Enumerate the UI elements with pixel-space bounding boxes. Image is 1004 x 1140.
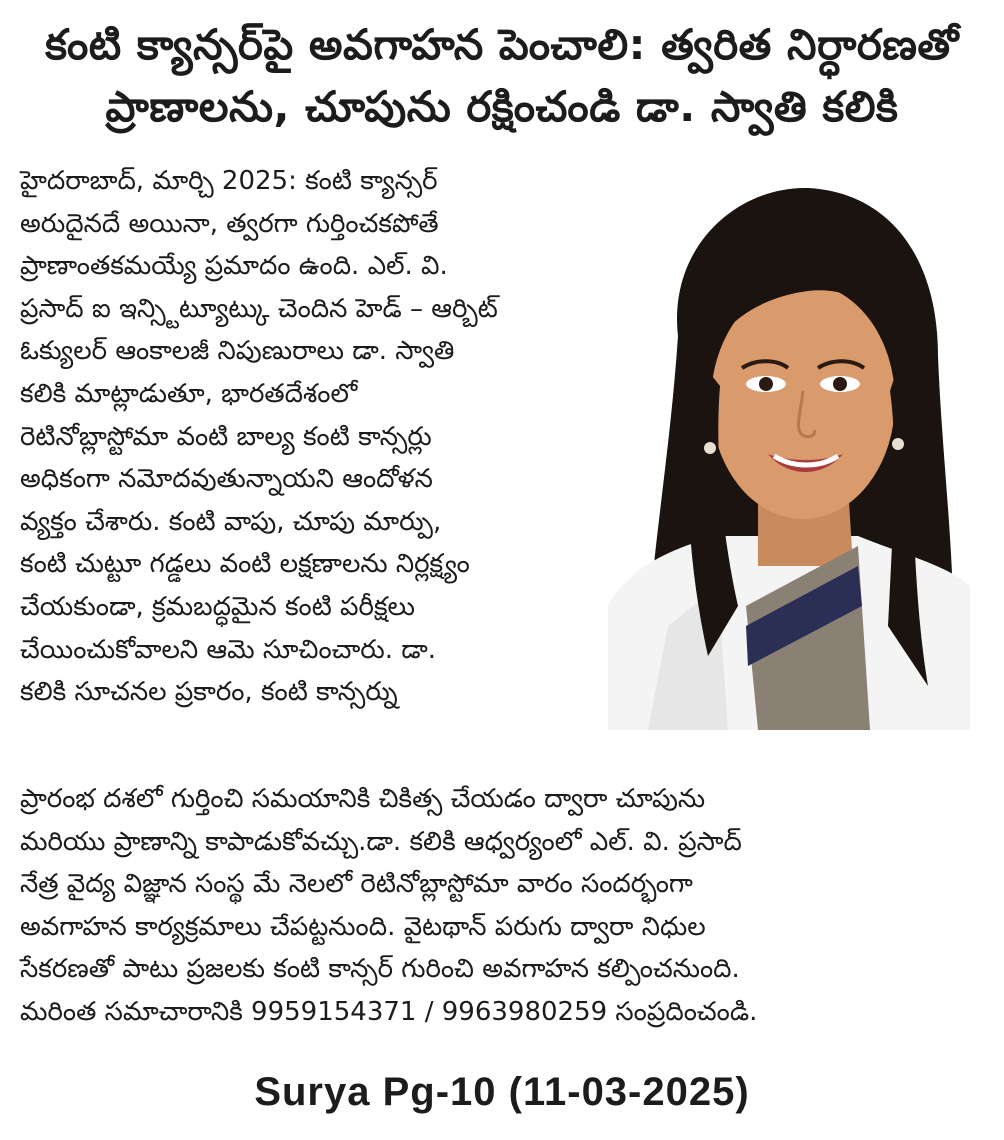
article-body-wide — [20, 778, 980, 1034]
article-line: కలికి సూచనల ప్రకారం, కంటి కాన్సర్ను — [20, 677, 398, 708]
headline-line-2: ప్రాణాలను, చూపును రక్షించండి డా. స్వాతి కలికి — [105, 82, 899, 131]
article-line: ప్రారంభ దశలో గుర్తించి సమయానికి చికిత్స చేయడం ద్వారా చూపును — [20, 784, 706, 814]
article-line: ప్రసాద్ ఐ ఇన్స్టిట్యూట్కు చెందిన హెడ్ – ఆర్బిట్ — [20, 293, 498, 324]
article-line: నేత్ర వైద్య విజ్ఞాన సంస్థ మే నెలలో రెటినోబ్లాస్టోమా వారం సందర్భంగా — [20, 869, 693, 900]
article-line: అరుదైనదే అయినా, త్వరగా గుర్తించకపోతే — [20, 208, 439, 239]
article-line: ప్రాణాంతకమయ్యే ప్రమాదం ఉంది. ఎల్. వి. — [20, 251, 448, 282]
article-line: హైదరాబాద్, మార్చి 2025: కంటి క్యాన్సర్ — [20, 166, 438, 196]
article-line: ఓక్యులర్ ఆంకాలజీ నిపుణురాలు డా. స్వాతి — [20, 336, 455, 367]
article-line: వ్యక్తం చేశారు. కంటి వాపు, చూపు మార్పు, — [20, 506, 442, 537]
article-line: అధికంగా నమోదవుతున్నాయని ఆందోళన — [20, 464, 433, 495]
article-line: మరింత సమాచారానికి 9959154371 / 9963980259 సంప్రదించండి. — [20, 996, 758, 1027]
article-line: కలికి మాట్లాడుతూ, భారతదేశంలో — [20, 378, 358, 409]
article-line: అవగాహన కార్యక్రమాలు చేపట్టనుంది. వైటథాన్ పరుగు ద్వారా నిధుల — [20, 911, 706, 942]
headline — [20, 14, 984, 138]
article-line: చేయకుండా, క్రమబద్ధమైన కంటి పరీక్షలు — [20, 591, 415, 622]
article-body-narrow — [20, 160, 600, 714]
article-line: మరియు ప్రాణాన్ని కాపాడుకోవచ్చు.డా. కలికి ఆధ్వర్యంలో ఎల్. వి. ప్రసాద్ — [20, 826, 742, 857]
article-line: చేయించుకోవాలని ఆమె సూచించారు. డా. — [20, 634, 437, 665]
source-caption: Surya Pg-10 (11-03-2025) — [254, 1070, 750, 1114]
article-line: కంటి చుట్టూ గడ్డలు వంటి లక్షణాలను నిర్లక్ష్యం — [20, 549, 470, 580]
doctor-portrait-photo — [608, 186, 970, 730]
headline-line-1: కంటి క్యాన్సర్‌పై అవగాహన పెంచాలి: త్వరిత నిర్ధారణతో — [45, 20, 959, 69]
article-line: రెటినోబ్లాస్టోమా వంటి బాల్య కంటి కాన్సర్లు — [20, 421, 432, 452]
article-line: సేకరణతో పాటు ప్రజలకు కంటి కాన్సర్ గురించి అవగాహన కల్పించనుంది. — [20, 954, 740, 985]
